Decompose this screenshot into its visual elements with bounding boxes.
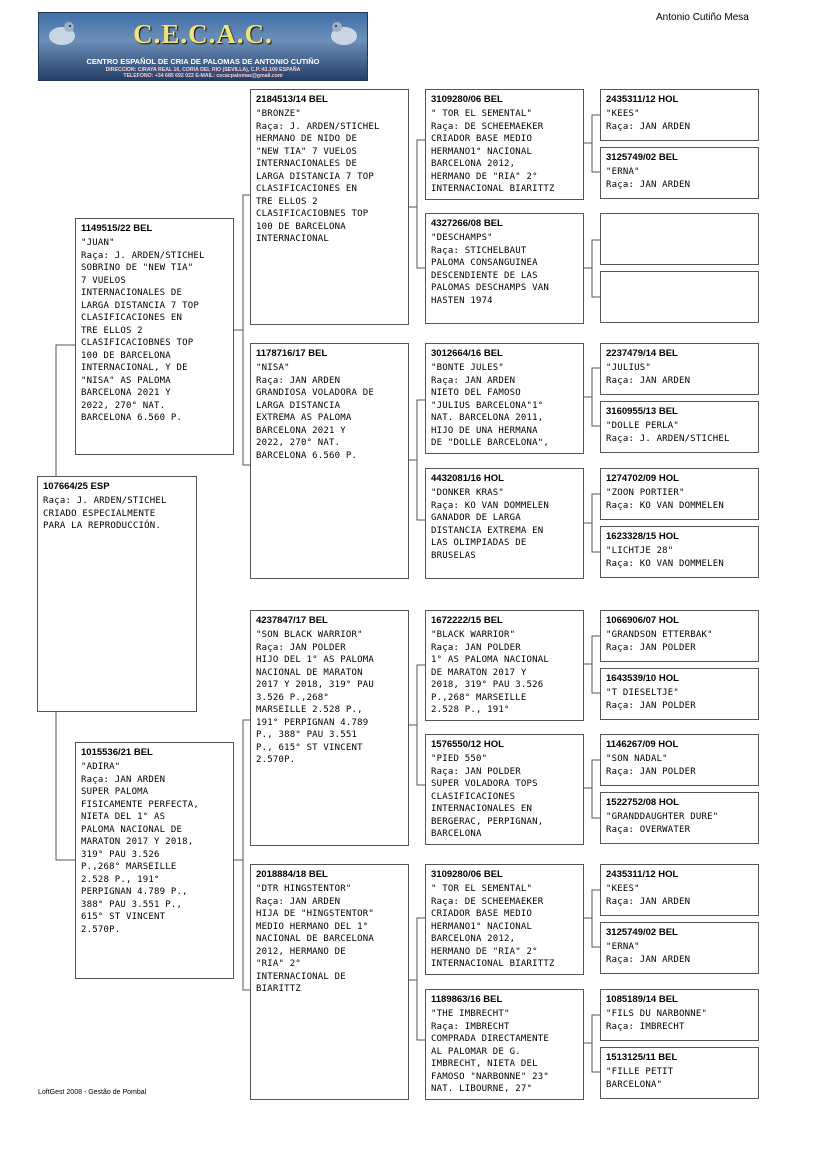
- subject-box: [37, 476, 197, 712]
- pigeon-description: "BLACK WARRIOR" Raça: JAN POLDER 1° AS PALOMA NACIONAL DE MARATON 2017 Y 2018, 319° PAU 3.526 P.,268° MARSEILLE 2.528 P., 191°: [431, 630, 549, 715]
- ring-number: 1149515/22 BEL: [81, 223, 153, 234]
- owner-name: Antonio Cutiño Mesa: [656, 12, 749, 23]
- ring-number: 1576550/12 HOL: [431, 739, 504, 750]
- logo-contact: TELEFONO: +34 685 692 022 E-MAIL: cecacpalomas@gmail.com: [123, 73, 283, 79]
- ancestor-box: [600, 401, 759, 453]
- ring-number: 2184513/14 BEL: [256, 94, 328, 105]
- ring-number: 4432081/16 HOL: [431, 473, 504, 484]
- ring-number: 2435311/12 HOL: [606, 869, 679, 880]
- ancestor-box: [600, 1047, 759, 1099]
- pigeon-description: "ERNA" Raça: JAN ARDEN: [606, 167, 691, 190]
- ring-number: 1274702/09 HOL: [606, 473, 679, 484]
- ring-number: 3109280/06 BEL: [431, 869, 503, 880]
- pigeon-description: "KEES" Raça: JAN ARDEN: [606, 109, 691, 132]
- sire-sire-box: [250, 89, 409, 325]
- ancestor-box: [600, 668, 759, 720]
- sire-dam-box: [250, 343, 409, 579]
- ring-number: 1189863/16 BEL: [431, 994, 503, 1005]
- ring-number: 1672222/15 BEL: [431, 615, 503, 626]
- dam-dam-box: [250, 864, 409, 1100]
- pigeon-description: "PIED 550" Raça: JAN POLDER SUPER VOLADORA TOPS CLASIFICACIONES INTERNACIONALES EN BERGERAC, PERPIGNAN, BARCELONA: [431, 754, 544, 839]
- pigeon-description: "JUAN" Raça: J. ARDEN/STICHEL SOBRINO DE "NEW TIA" 7 VUELOS INTERNACIONALES DE LARGA DISTANCIA 7 TOP CLASIFICACIONES EN TRE ELLOS 2 CLASIFICACIOBNES TOP 100 DE BARCELONA INTERNACIONAL, Y DE "NISA" AS PALOMA BARCELONA 2021 Y 2022, 270° NAT. BARCELONA 6.560 P.: [81, 238, 205, 423]
- ring-number: 3125749/02 BEL: [606, 152, 678, 163]
- pigeon-description: "ZOON PORTIER" Raça: KO VAN DOMMELEN: [606, 488, 724, 511]
- pigeon-description: "T DIESELTJE" Raça: JAN POLDER: [606, 688, 696, 711]
- logo-subtitle: CENTRO ESPAÑOL DE CRIA DE PALOMAS DE ANTONIO CUTIÑO: [86, 57, 320, 66]
- pigeon-description: "ADIRA" Raça: JAN ARDEN SUPER PALOMA FISICAMENTE PERFECTA, NIETA DEL 1° AS PALOMA NACIONAL DE MARATON 2017 Y 2018, 319° PAU 3.526 P.,268° MARSEILLE 2.528 P., 191° PERPIGNAN 4.789 P., 388° PAU 3.551 P., 615° ST VINCENT 2.570P.: [81, 762, 199, 935]
- ancestor-box: [600, 864, 759, 916]
- great-grandparent-box: [425, 864, 584, 975]
- great-grandparent-box: [425, 610, 584, 721]
- ring-number: 1643539/10 HOL: [606, 673, 679, 684]
- sire-box: [75, 218, 234, 455]
- ancestor-box: [600, 89, 759, 141]
- ring-number: 1085189/14 BEL: [606, 994, 678, 1005]
- pigeon-description: Raça: J. ARDEN/STICHEL CRIADO ESPECIALMENTE PARA LA REPRODUCCIÓN.: [43, 496, 167, 531]
- footer-credit: LoftGest 2008 - Gestão de Pombal: [38, 1089, 147, 1096]
- ancestor-box: [600, 922, 759, 974]
- pigeon-description: "FILS DU NARBONNE" Raça: IMBRECHT: [606, 1009, 708, 1032]
- great-grandparent-box: [425, 213, 584, 324]
- pigeon-description: "DOLLE PERLA" Raça: J. ARDEN/STICHEL: [606, 421, 730, 444]
- great-grandparent-box: [425, 734, 584, 845]
- great-grandparent-box: [425, 468, 584, 579]
- ring-number: 4327266/08 BEL: [431, 218, 503, 229]
- ancestor-box: [600, 343, 759, 395]
- ring-number: 1066906/07 HOL: [606, 615, 679, 626]
- ring-number: 2018884/18 BEL: [256, 869, 328, 880]
- great-grandparent-box: [425, 89, 584, 200]
- pigeon-description: " TOR EL SEMENTAL" Raça: DE SCHEEMAEKER CRIADOR BASE MEDIO HERMANO1° NACIONAL BARCELONA 2012, HERMANO DE "RIA" 2° INTERNACIONAL BIARITTZ: [431, 884, 555, 969]
- pigeon-description: "THE IMBRECHT" Raça: IMBRECHT COMPRADA DIRECTAMENTE AL PALOMAR DE G. IMBRECHT, NIETA DEL FAMOSO "NARBONNE" 23° NAT. LIBOURNE, 27°: [431, 1009, 549, 1094]
- great-grandparent-box: [425, 989, 584, 1100]
- pigeon-description: "JULIUS" Raça: JAN ARDEN: [606, 363, 691, 386]
- ring-number: 3109280/06 BEL: [431, 94, 503, 105]
- ancestor-box: [600, 468, 759, 520]
- ring-number: 2435311/12 HOL: [606, 94, 679, 105]
- ring-number: 1513125/11 BEL: [606, 1052, 678, 1063]
- ancestor-box-empty: [600, 213, 759, 265]
- pigeon-description: "DTR HINGSTENTOR" Raça: JAN ARDEN HIJA DE "HINGSTENTOR" MEDIO HERMANO DEL 1° NACIONAL DE BARCELONA 2012, HERMANO DE "RIA" 2° INTERNACIONAL DE BIARITTZ: [256, 884, 374, 994]
- pigeon-description: "DESCHAMPS" Raça: STICHELBAUT PALOMA CONSANGUINEA DESCENDIENTE DE LAS PALOMAS DESCHAMPS VAN HASTEN 1974: [431, 233, 549, 306]
- ring-number: 1178716/17 BEL: [256, 348, 328, 359]
- ring-number: 1015536/21 BEL: [81, 747, 153, 758]
- pigeon-description: "LICHTJE 28" Raça: KO VAN DOMMELEN: [606, 546, 724, 569]
- pigeon-description: "BONTE JULES" Raça: JAN ARDEN NIETO DEL FAMOSO "JULIUS BARCELONA"1° NAT. BARCELONA 2011, HIJO DE UNA HERMANA DE "DOLLE BARCELONA",: [431, 363, 549, 448]
- logo-title: C.E.C.A.C.: [133, 19, 273, 49]
- ring-number: 1146267/09 HOL: [606, 739, 679, 750]
- pigeon-description: "DONKER KRAS" Raça: KO VAN DOMMELEN GANADOR DE LARGA DISTANCIA EXTREMA EN LAS OLIMPIADAS DE BRUSELAS: [431, 488, 549, 561]
- great-grandparent-box: [425, 343, 584, 454]
- ancestor-box: [600, 792, 759, 844]
- pigeon-description: "GRANDDAUGHTER DURE" Raça: OVERWATER: [606, 812, 719, 835]
- ring-number: 107664/25 ESP: [43, 481, 110, 492]
- pigeon-description: "ERNA" Raça: JAN ARDEN: [606, 942, 691, 965]
- ancestor-box: [600, 610, 759, 662]
- ring-number: 2237479/14 BEL: [606, 348, 678, 359]
- dam-sire-box: [250, 610, 409, 846]
- ring-number: 4237847/17 BEL: [256, 615, 328, 626]
- ring-number: 1623328/15 HOL: [606, 531, 679, 542]
- pigeon-description: "SON BLACK WARRIOR" Raça: JAN POLDER HIJO DEL 1° AS PALOMA NACIONAL DE MARATON 2017 Y 2018, 319° PAU 3.526 P.,268° MARSEILLE 2.528 P., 191° PERPIGNAN 4.789 P., 388° PAU 3.551 P., 615° ST VINCENT 2.570P.: [256, 630, 374, 765]
- ring-number: 3125749/02 BEL: [606, 927, 678, 938]
- pigeon-description: "NISA" Raça: JAN ARDEN GRANDIOSA VOLADORA DE LARGA DISTANCIA EXTREMA AS PALOMA BARCELONA 2021 Y 2022, 270° NAT. BARCELONA 6.560 P.: [256, 363, 374, 461]
- ring-number: 1522752/08 HOL: [606, 797, 679, 808]
- pigeon-description: " TOR EL SEMENTAL" Raça: DE SCHEEMAEKER CRIADOR BASE MEDIO HERMANO1° NACIONAL BARCELONA 2012, HERMANO DE "RIA" 2° INTERNACIONAL BIARITTZ: [431, 109, 555, 194]
- ancestor-box-empty: [600, 271, 759, 323]
- pigeon-description: "SON NADAL" Raça: JAN POLDER: [606, 754, 696, 777]
- pigeon-description: "BRONZE" Raça: J. ARDEN/STICHEL HERMANO DE NIDO DE "NEW TIA" 7 VUELOS INTERNACIONALES DE LARGA DISTANCIA 7 TOP CLASIFICACIONES EN TRE ELLOS 2 CLASIFICACIOBNES TOP 100 DE BARCELONA INTERNACIONAL: [256, 109, 380, 244]
- ring-number: 3012664/16 BEL: [431, 348, 503, 359]
- pigeon-description: "FILLE PETIT BARCELONA": [606, 1067, 674, 1090]
- ancestor-box: [600, 526, 759, 578]
- ring-number: 3160955/13 BEL: [606, 406, 678, 417]
- dam-box: [75, 742, 234, 979]
- ancestor-box: [600, 147, 759, 199]
- ancestor-box: [600, 989, 759, 1041]
- logo-address: DIRECCION: C/RAYA REAL 16, CORIA DEL RIO (SEVILLA), C.P.:41.100 ESPAÑA: [105, 67, 301, 73]
- ancestor-box: [600, 734, 759, 786]
- pigeon-description: "KEES" Raça: JAN ARDEN: [606, 884, 691, 907]
- pigeon-description: "GRANDSON ETTERBAK" Raça: JAN POLDER: [606, 630, 713, 653]
